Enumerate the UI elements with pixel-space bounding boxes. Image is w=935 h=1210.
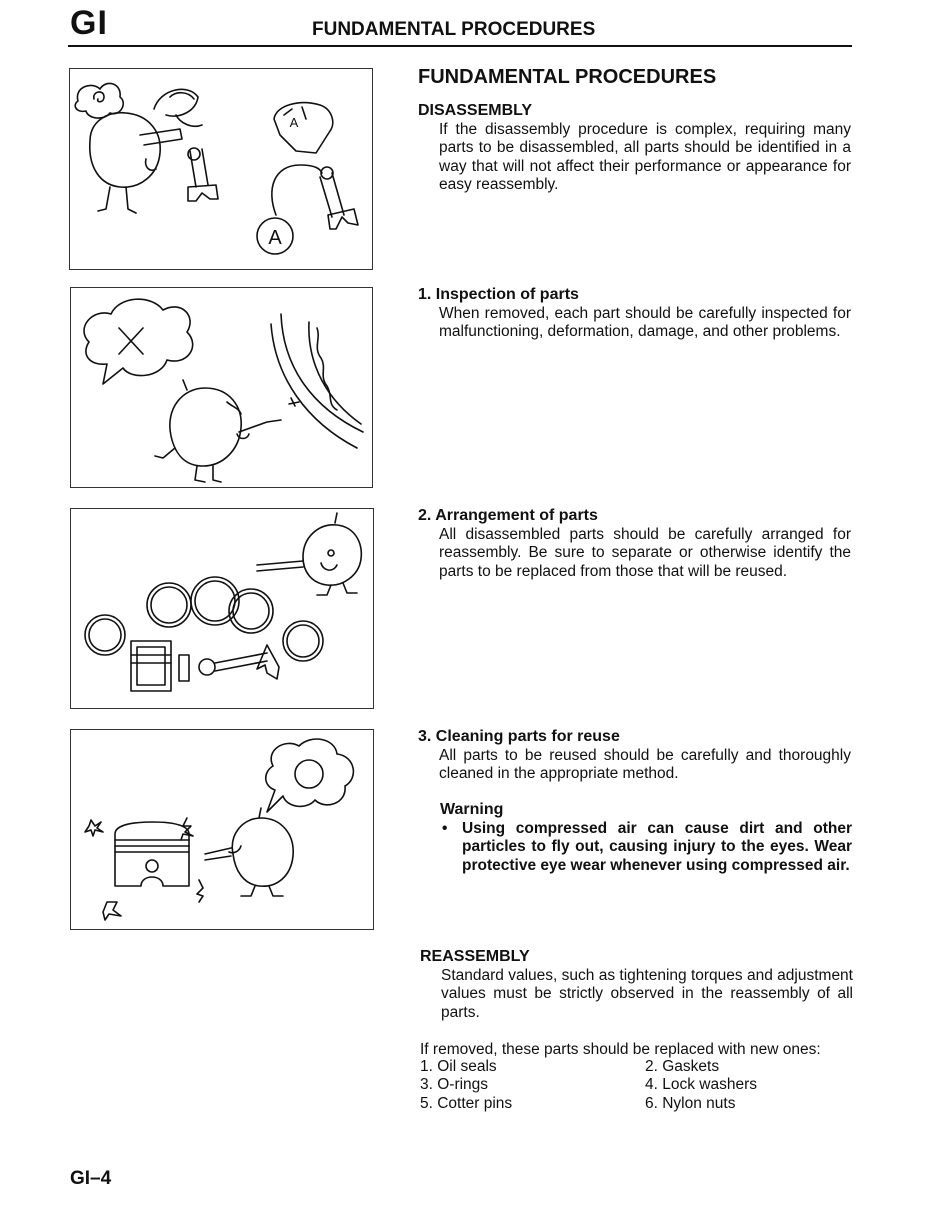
figure-disassembly <box>69 68 373 270</box>
part-item: 2. Gaskets <box>645 1058 720 1075</box>
replace-parts-list <box>420 1058 845 1113</box>
disassembly-text: If the disassembly procedure is complex, requiring many parts to be disassembled, all parts should be identified in a way that will not affect their performance or appearance for easy reassembly. <box>439 121 851 194</box>
part-item: 6. Nylon nuts <box>645 1094 736 1112</box>
warning-heading: Warning <box>440 801 504 818</box>
disassembly-illustration <box>70 69 372 269</box>
arrangement-heading: 2. Arrangement of parts <box>418 507 598 524</box>
replace-intro: If removed, these parts should be replaced with new ones: <box>420 1041 821 1058</box>
figure-cleaning <box>70 729 374 930</box>
part-item: 5. Cotter pins <box>420 1094 513 1112</box>
warning-list <box>440 820 852 875</box>
disassembly-heading: DISASSEMBLY <box>418 102 533 119</box>
reassembly-text: Standard values, such as tightening torques and adjustment values must be strictly observed in the reassembly of all parts. <box>441 967 853 1021</box>
section-code: GI <box>70 4 108 42</box>
label-a-piston: A <box>289 115 299 130</box>
arrangement-text: All disassembled parts should be carefully arranged for reassembly. Be sure to separate or otherwise identify the parts to be replaced from those that will be reused. <box>439 526 851 580</box>
cleaning-illustration <box>71 730 373 929</box>
part-item: 1. Oil seals <box>420 1058 497 1075</box>
inspection-illustration <box>71 288 372 487</box>
cleaning-heading: 3. Cleaning parts for reuse <box>418 728 620 745</box>
page-header-title: FUNDAMENTAL PROCEDURES <box>312 19 596 40</box>
cleaning-text: All parts to be reused should be carefully and thoroughly cleaned in the appropriate method. <box>439 747 851 783</box>
part-item: 4. Lock washers <box>645 1076 757 1094</box>
main-heading: FUNDAMENTAL PROCEDURES <box>418 66 717 88</box>
reassembly-heading: REASSEMBLY <box>420 948 530 965</box>
header-rule <box>68 45 852 47</box>
label-a-circle: A <box>268 227 282 249</box>
arrangement-illustration <box>71 509 373 708</box>
part-item: 3. O-rings <box>420 1076 489 1094</box>
figure-inspection <box>70 287 373 488</box>
inspection-text: When removed, each part should be carefully inspected for malfunctioning, deformation, damage, and other problems. <box>439 305 851 341</box>
inspection-heading: 1. Inspection of parts <box>418 286 579 303</box>
figure-arrangement <box>70 508 374 709</box>
warning-item: • Using compressed air can cause dirt and other particles to fly out, causing injury to the eyes. Wear protective eye wear whenever using compressed air. <box>440 820 852 875</box>
page-number: GI–4 <box>70 1168 112 1189</box>
